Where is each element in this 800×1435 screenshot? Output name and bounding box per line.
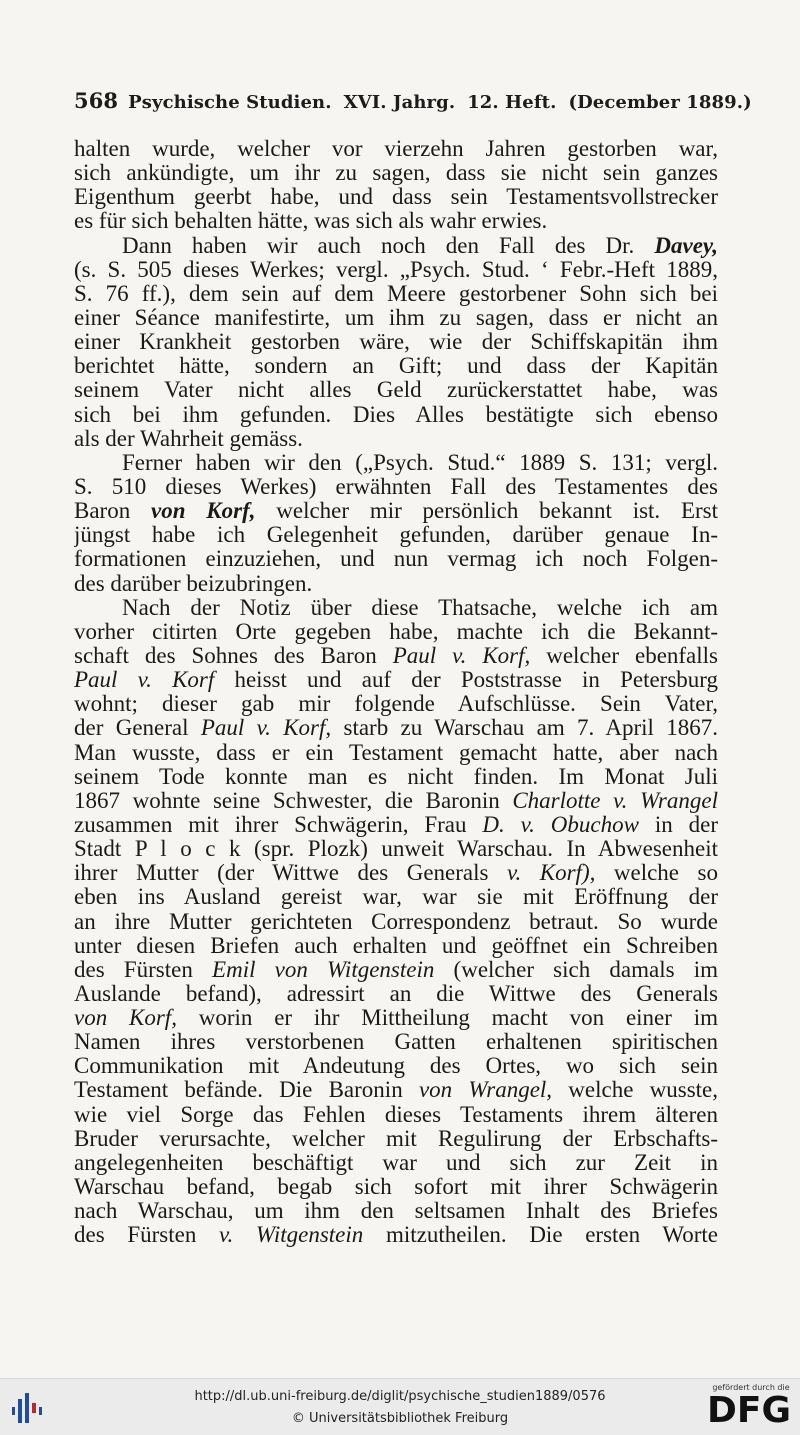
name-d-v-obuchow: D. v. Obuchow — [482, 812, 639, 837]
text-line: Eigenthum geerbt habe, und dass sein Testamentsvollstrecker — [74, 185, 718, 210]
text-line: Bruder verursachte, welcher mit Regulirung der Erbschafts- — [74, 1126, 718, 1151]
text-line: als der Wahrheit gemäss. — [74, 426, 303, 451]
text-line: (s. S. 505 dieses Werkes; vergl. „Psych. Stud. ‘ Febr.-Heft 1889, — [74, 257, 718, 282]
permalink-url[interactable]: http://dl.ub.uni-freiburg.de/diglit/psychische_studien1889/0576 — [194, 1389, 606, 1404]
text-segment: welche so — [613, 861, 718, 886]
text-line: halten wurde, welcher vor vierzehn Jahren gestorben war, — [74, 137, 718, 161]
name-von-korf: von Korf, — [151, 499, 256, 524]
text-segment: Dann haben wir auch noch den Fall des Dr. — [122, 233, 635, 258]
text-line: Man wusste, dass er ein Testament gemacht hatte, aber nach — [74, 740, 718, 765]
name-v-korf: v. Korf), — [506, 861, 596, 886]
name-von-korf: von Korf, — [74, 1006, 177, 1031]
text-segment: schaft des Sohnes des Baron — [74, 643, 377, 668]
text-line: sich ankündigte, um ihr zu sagen, dass sie nicht sein ganzes — [74, 161, 718, 186]
text-segment: des Fürsten — [74, 957, 193, 982]
text-segment: mitzutheilen. Die ersten Worte — [385, 1223, 718, 1248]
name-emil-von-witgenstein: Emil von Witgenstein — [212, 957, 435, 982]
page-number: 568 — [74, 88, 119, 113]
text-segment: welcher mir persönlich bekannt ist. Erst — [276, 499, 718, 524]
text-line: Ferner haben wir den („Psych. Stud.“ 1889 S. 131; vergl. — [122, 450, 718, 475]
text-line: sich bei ihm gefunden. Dies Alles bestätigte sich ebenso — [74, 402, 718, 427]
name-charlotte-v-wrangel: Charlotte v. Wrangel — [512, 788, 718, 813]
text-line — [74, 234, 718, 258]
text-line: S. 510 dieses Werkes) erwähnten Fall des Testamentes des — [74, 474, 718, 499]
text-line: Communikation mit Andeutung des Ortes, wo sich sein — [74, 1054, 718, 1079]
text-line: einer Krankheit gestorben wäre, wie der Schiffskapitän ihm — [74, 330, 718, 355]
text-segment: (welcher sich damals im — [453, 957, 718, 982]
text-segment: worin er ihr Mittheilung macht von einer im — [198, 1006, 718, 1031]
running-header — [74, 88, 752, 113]
volume-label: XVI. Jahrg. — [343, 92, 456, 113]
text-line: Namen ihres verstorbenen Gatten erhaltenen spiritischen — [74, 1030, 718, 1055]
text-line: des darüber beizubringen. — [74, 571, 313, 596]
text-line — [74, 958, 718, 982]
text-segment: heisst und auf der Poststrasse in Petersburg — [234, 668, 718, 693]
text-segment: 1867 wohnte seine Schwester, die Baronin — [74, 788, 500, 813]
viewer-footer — [0, 1378, 800, 1435]
text-line: an ihre Mutter gerichteten Correspondenz betraut. So wurde — [74, 909, 718, 934]
text-line — [74, 789, 718, 813]
text-line: Nach der Notiz über diese Thatsache, welche ich am — [122, 595, 718, 620]
date-label: (December 1889.) — [568, 92, 752, 113]
text-line: einer Séance manifestirte, um ihm zu sagen, dass er nicht an — [74, 305, 718, 330]
text-line — [74, 1006, 718, 1030]
text-segment: in der — [654, 812, 718, 837]
body-text — [74, 137, 718, 1247]
text-line: wohnt; dieser gab mir folgende Aufschlüsse. Sein Vater, — [74, 692, 718, 717]
text-segment: zusammen mit ihrer Schwägerin, Frau — [74, 812, 467, 837]
name-v-witgenstein: v. Witgenstein — [219, 1223, 364, 1248]
text-line — [74, 861, 718, 885]
text-segment: Testament befände. Die Baronin — [74, 1078, 403, 1103]
text-line: eben ins Ausland gereist war, war sie mit Eröffnung der — [74, 885, 718, 910]
text-line: angelegenheiten beschäftigt war und sich zur Zeit in — [74, 1150, 718, 1175]
name-paul-v-korf: Paul v. Korf, — [200, 716, 332, 741]
text-segment: welcher ebenfalls — [546, 643, 718, 668]
text-line — [74, 716, 718, 740]
name-paul-v-korf: Paul v. Korf — [74, 668, 215, 693]
text-segment: des Fürsten — [74, 1223, 197, 1248]
text-line: wie viel Sorge das Fehlen dieses Testaments ihrem älteren — [74, 1102, 718, 1127]
text-line — [74, 1078, 718, 1102]
text-line: jüngst habe ich Gelegenheit gefunden, darüber genaue In- — [74, 523, 718, 548]
text-line: unter diesen Briefen auch erhalten und geöffnet ein Schreiben — [74, 933, 718, 958]
text-line: berichtet hätte, sondern an Gift; und dass der Kapitän — [74, 354, 718, 379]
name-von-wrangel: von Wrangel, — [418, 1078, 553, 1103]
text-line: nach Warschau, um ihm den seltsamen Inhalt des Briefes — [74, 1199, 718, 1224]
text-segment: starb zu Warschau am 7. April 1867. — [343, 716, 718, 741]
text-segment: Baron — [74, 499, 131, 524]
text-segment: ihrer Mutter (der Wittwe des Generals — [74, 861, 489, 886]
text-segment: der General — [74, 716, 189, 741]
text-line — [74, 813, 718, 837]
text-line — [74, 644, 718, 668]
text-line — [74, 499, 718, 523]
text-line: Auslande befand), adressirt an die Wittwe des Generals — [74, 981, 718, 1006]
dfg-logo: DFG — [706, 1390, 792, 1431]
text-line: Warschau befand, begab sich sofort mit ihrer Schwägerin — [74, 1175, 718, 1200]
copyright-notice: © Universitätsbibliothek Freiburg — [291, 1411, 509, 1426]
journal-title: Psychische Studien. — [128, 92, 332, 113]
name-paul-v-korf: Paul v. Korf, — [392, 643, 531, 668]
issue-label: 12. Heft. — [467, 92, 557, 113]
text-line: S. 76 ff.), dem sein auf dem Meere gestorbener Sohn sich bei — [74, 281, 718, 306]
text-line — [74, 668, 718, 692]
text-line: seinem Tode konnte man es nicht finden. Im Monat Juli — [74, 764, 718, 789]
text-line: es für sich behalten hätte, was sich als wahr erwies. — [74, 209, 548, 234]
text-line — [74, 1223, 718, 1247]
text-line: Stadt P l o c k (spr. Plozk) unweit Warschau. In Abwesenheit — [74, 837, 718, 862]
name-davey: Davey, — [654, 233, 718, 258]
text-segment: welche wusste, — [568, 1078, 718, 1103]
text-line: vorher citirten Orte gegeben habe, machte ich die Bekannt- — [74, 619, 718, 644]
text-line: seinem Vater nicht alles Geld zurückerstattet habe, was — [74, 378, 718, 403]
funding-note: gefördert durch die — [712, 1383, 790, 1392]
text-line: formationen einzuziehen, und nun vermag ich noch Folgen- — [74, 547, 718, 572]
